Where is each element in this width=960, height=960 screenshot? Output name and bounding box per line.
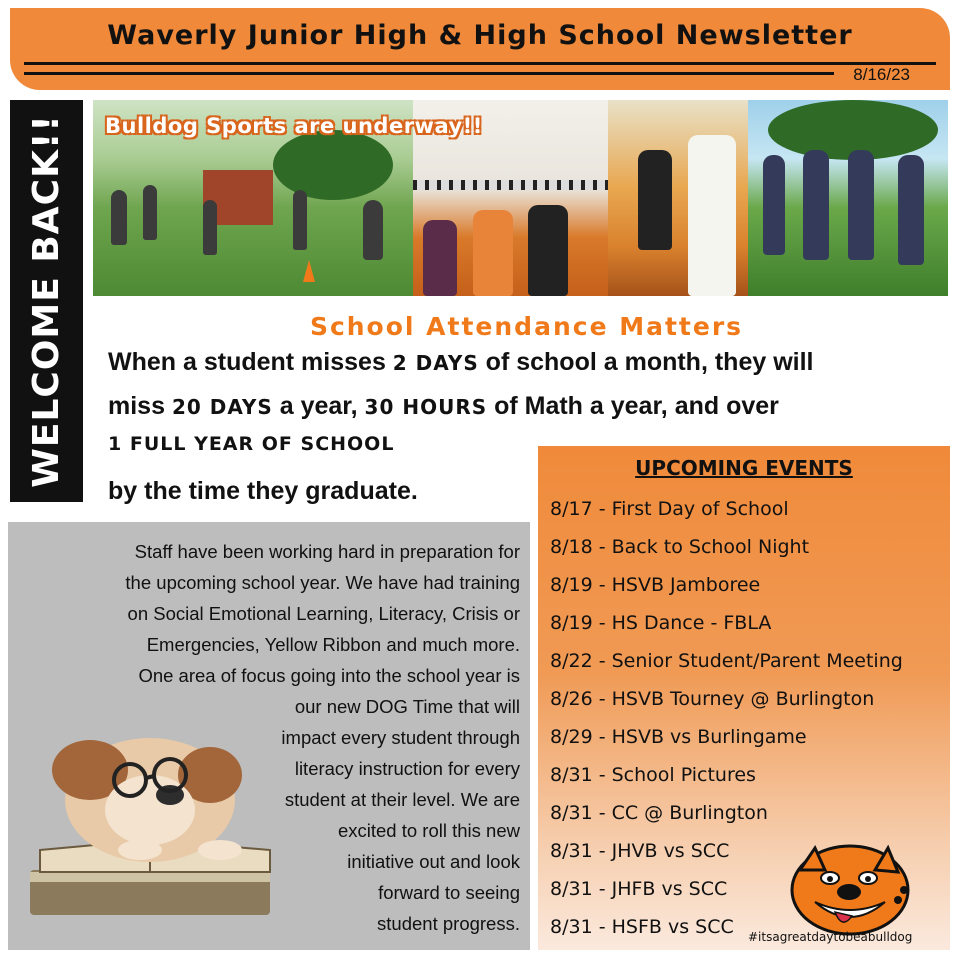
event-item: 8/31 - HSFB vs SCC — [550, 916, 734, 938]
attendance-text: of Math a year, and over — [487, 392, 779, 420]
event-item: 8/19 - HSVB Jamboree — [550, 574, 761, 596]
photo-panel-football-drill — [748, 100, 948, 296]
event-item: 8/31 - JHVB vs SCC — [550, 840, 730, 862]
attendance-line-1 — [108, 348, 813, 377]
staff-text-line: on Social Emotional Learning, Literacy, Crisis or — [127, 603, 520, 624]
staff-text-line: student at their level. We are — [284, 789, 520, 810]
events-title: UPCOMING EVENTS — [635, 456, 853, 480]
staff-text-line: impact every student through — [281, 727, 520, 748]
staff-text-line: One area of focus going into the school year is — [138, 665, 520, 686]
newsletter-title: Waverly Junior High & High School Newsletter — [107, 20, 853, 51]
event-item: 8/17 - First Day of School — [550, 498, 789, 520]
staff-text-line: forward to seeing — [378, 882, 520, 903]
staff-text-line: literacy instruction for every — [294, 758, 520, 779]
staff-text-line: student progress. — [377, 913, 520, 934]
header-rule-top — [24, 62, 936, 65]
bulldog-mascot-icon — [780, 840, 920, 940]
attendance-text: of school a month, they will — [478, 348, 814, 376]
photo-panel-volleyball-action — [608, 100, 748, 296]
event-item: 8/29 - HSVB vs Burlingame — [550, 726, 807, 748]
newsletter-date: 8/16/23 — [853, 65, 910, 84]
event-item: 8/26 - HSVB Tourney @ Burlington — [550, 688, 875, 710]
staff-text-line: Staff have been working hard in preparation for — [134, 541, 520, 562]
staff-text-line: the upcoming school year. We have had training — [125, 572, 520, 593]
sports-photo — [93, 100, 948, 296]
attendance-emphasis: 20 DAYS — [171, 395, 273, 419]
attendance-line-3: 1 FULL YEAR OF SCHOOL — [108, 433, 395, 455]
event-item: 8/22 - Senior Student/Parent Meeting — [550, 650, 903, 672]
event-item: 8/31 - School Pictures — [550, 764, 756, 786]
attendance-line-2 — [108, 392, 779, 421]
staff-text-line: our new DOG Time that will — [294, 696, 520, 717]
event-item: 8/31 - JHFB vs SCC — [550, 878, 728, 900]
staff-text-line: Emergencies, Yellow Ribbon and much more. — [146, 634, 520, 655]
welcome-text: WELCOME BACK!! — [26, 114, 67, 488]
attendance-text: miss — [108, 392, 172, 420]
attendance-title: School Attendance Matters — [309, 312, 744, 341]
staff-text-line: excited to roll this new — [337, 820, 520, 841]
welcome-banner — [10, 100, 83, 502]
header-rule-bottom — [24, 72, 834, 75]
attendance-text: a year, — [272, 392, 365, 420]
event-item: 8/31 - CC @ Burlington — [550, 802, 768, 824]
staff-text-line: initiative out and look — [347, 851, 520, 872]
puppy-with-glasses-icon — [20, 700, 290, 940]
attendance-text: When a student misses — [108, 348, 393, 376]
attendance-emphasis: 2 DAYS — [392, 351, 479, 375]
event-item: 8/19 - HS Dance - FBLA — [550, 612, 772, 634]
photo-caption: Bulldog Sports are underway!! — [105, 114, 483, 138]
hashtag: #itsagreatdaytobeabulldog — [748, 930, 913, 944]
attendance-line-4: by the time they graduate. — [108, 477, 418, 505]
event-item: 8/18 - Back to School Night — [550, 536, 810, 558]
attendance-emphasis: 30 HOURS — [364, 395, 488, 419]
newsletter-header — [10, 8, 950, 90]
